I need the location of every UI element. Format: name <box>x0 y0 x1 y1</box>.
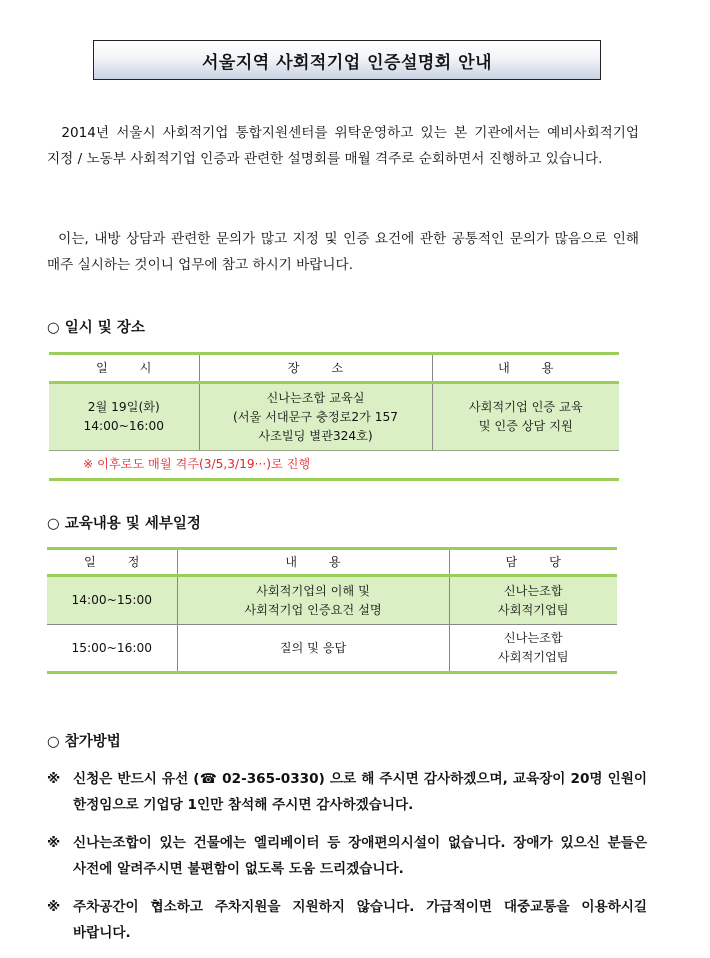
table-row <box>49 383 619 451</box>
header-owner: 담 당 <box>449 549 617 576</box>
page-title: 서울지역 사회적기업 인증설명회 안내 <box>93 40 601 80</box>
header-schedule: 일 정 <box>47 549 177 576</box>
cell-content: 질의 및 응답 <box>177 625 449 673</box>
note-mark: ※ <box>47 835 61 851</box>
cell-time: 14:00~15:00 <box>47 576 177 625</box>
table-header-row <box>47 549 617 576</box>
note-mark: ※ <box>47 899 61 915</box>
intro-paragraph-1: 2014년 서울시 사회적기업 통합지원센터를 위탁운영하고 있는 본 기관에서는 예비사회적기업 지정 / 노동부 사회적기업 인증과 관련한 설명회를 매월 격주로 순회하면서 진행하고 있습니다. <box>47 125 639 167</box>
list-item: ※ 신청은 반드시 유선 (☎ 02-365-0330) 으로 해 주시면 감사하겠으며, 교육장이 20명 인원이 한정임으로 기업당 1인만 참석해 주시면 감사하겠습니다. <box>47 766 647 818</box>
header-datetime: 일 시 <box>49 354 199 383</box>
participation-notes <box>47 766 647 958</box>
section-heading-program: ○ 교육내용 및 세부일정 <box>47 516 201 532</box>
cell-owner: 신나는조합 사회적기업팀 <box>449 625 617 673</box>
section-heading-schedule: ○ 일시 및 장소 <box>47 320 145 336</box>
cell-owner: 신나는조합 사회적기업팀 <box>449 576 617 625</box>
header-place: 장 소 <box>199 354 432 383</box>
header-content: 내 용 <box>177 549 449 576</box>
cell-time: 15:00~16:00 <box>47 625 177 673</box>
cell-place: 신나는조합 교육실 (서울 서대문구 충정로2가 157 사조빌딩 별관324호) <box>199 383 432 451</box>
table-row <box>47 576 617 625</box>
section-heading-participation: ○ 참가방법 <box>47 734 121 750</box>
program-table <box>47 547 617 674</box>
schedule-table <box>49 352 619 481</box>
cell-content: 사회적기업 인증 교육 및 인증 상담 지원 <box>432 383 619 451</box>
header-content: 내 용 <box>432 354 619 383</box>
schedule-note: ※ 이후로도 매월 격주(3/5,3/19···)로 진행 <box>49 451 619 480</box>
cell-content: 사회적기업의 이해 및 사회적기업 인증요건 설명 <box>177 576 449 625</box>
note-mark: ※ <box>47 771 61 787</box>
intro-paragraph-2: 이는, 내방 상담과 관련한 문의가 많고 지정 및 인증 요건에 관한 공통적인 문의가 많음으로 인해 매주 실시하는 것이니 업무에 참고 하시기 바랍니다. <box>47 231 639 273</box>
table-header-row <box>49 354 619 383</box>
list-item: ※ 주차공간이 협소하고 주차지원을 지원하지 않습니다. 가급적이면 대중교통을 이용하시길 바랍니다. <box>47 894 647 946</box>
table-row <box>47 625 617 673</box>
list-item: ※ 신나는조합이 있는 건물에는 엘리베이터 등 장애편의시설이 없습니다. 장애가 있으신 분들은 사전에 알려주시면 불편함이 없도록 도움 드리겠습니다. <box>47 830 647 882</box>
cell-datetime: 2월 19일(화) 14:00~16:00 <box>49 383 199 451</box>
